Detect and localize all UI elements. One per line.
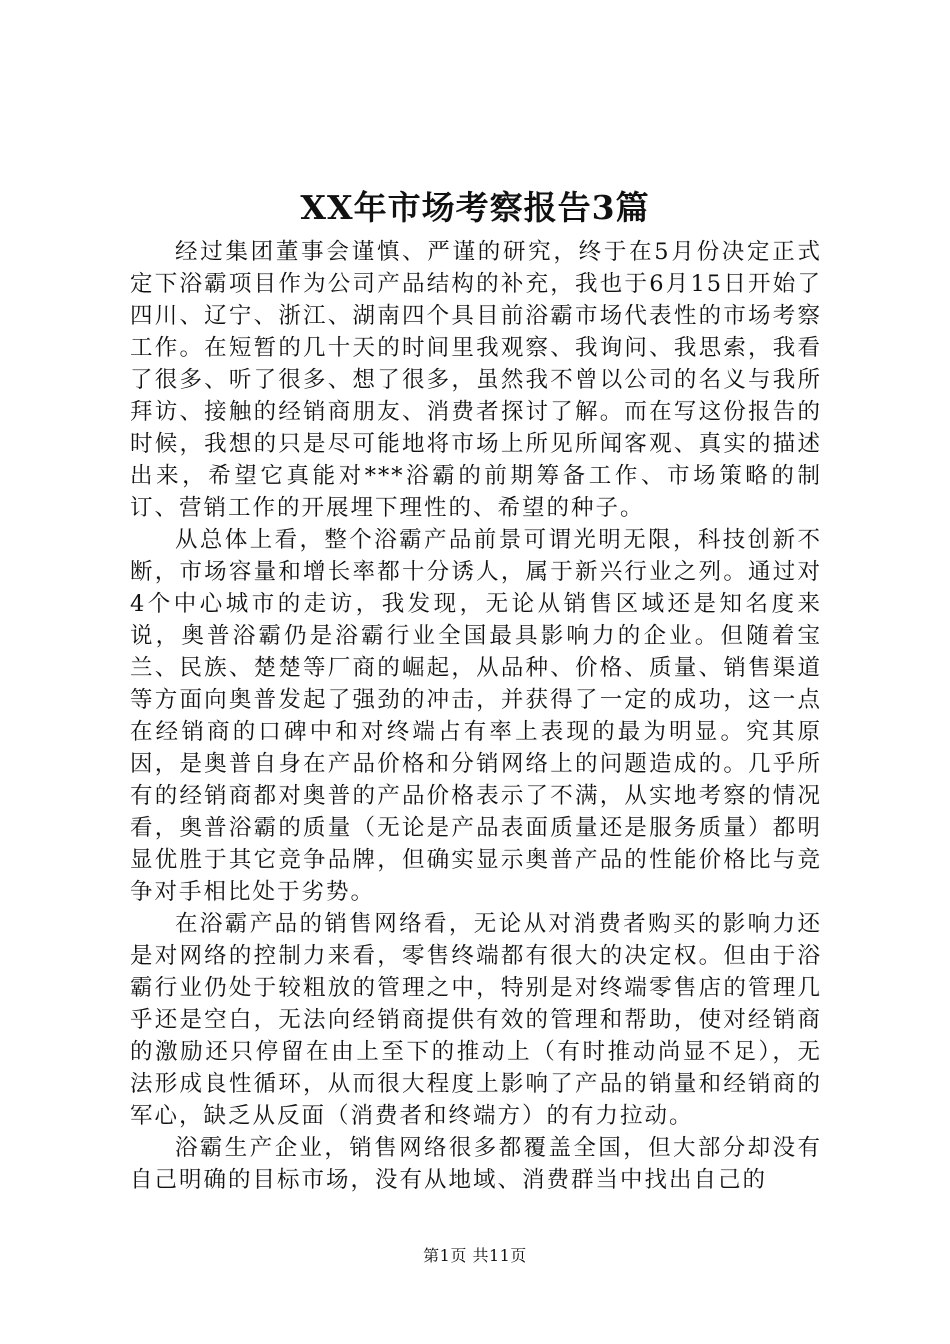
paragraph: 在浴霸产品的销售网络看，无论从对消费者购买的影响力还是对网络的控制力来看，零售终端都有很大的决定权。但由于浴霸行业仍处于较粗放的管理之中，特别是对终端零售店的管理几乎还是空白，无法向经销商提供有效的管理和帮助，使对经销商的激励还只停留在由上至下的推动上（有时推动尚显不足），无法形成良性循环，从而很大程度上影响了产品的销量和经销商的军心，缺乏从反面（消费者和终端方）的有力拉动。 <box>130 911 822 1129</box>
paragraph: 从总体上看，整个浴霸产品前景可谓光明无限，科技创新不断，市场容量和增长率都十分诱人，属于新兴行业之列。通过对4个中心城市的走访，我发现，无论从销售区域还是知名度来说，奥普浴霸仍是浴霸行业全国最具影响力的企业。但随着宝兰、民族、楚楚等厂商的崛起，从品种、价格、质量、销售渠道等方面向奥普发起了强劲的冲击，并获得了一定的成功，这一点在经销商的口碑中和对终端占有率上表现的最为明显。究其原因，是奥普自身在产品价格和分销网络上的问题造成的。几乎所有的经销商都对奥普的产品价格表示了不满，从实地考察的情况看，奥普浴霸的质量（无论是产品表面质量还是服务质量）都明显优胜于其它竞争品牌，但确实显示奥普产品的性能价格比与竞争对手相比处于劣势。 <box>130 527 822 905</box>
document-title: XX年市场考察报告3篇 <box>300 188 650 227</box>
paragraph: 浴霸生产企业，销售网络很多都覆盖全国，但大部分却没有自己明确的目标市场，没有从地域、消费群当中找出自己的 <box>130 1135 822 1193</box>
document-body <box>130 236 822 1196</box>
page-number-footer: 第1页 共11页 <box>423 1246 527 1265</box>
paragraph: 经过集团董事会谨慎、严谨的研究，终于在5月份决定正式定下浴霸项目作为公司产品结构的补充，我也于6月15日开始了四川、辽宁、浙江、湖南四个具目前浴霸市场代表性的市场考察工作。在短暂的几十天的时间里我观察、我询问、我思索，我看了很多、听了很多、想了很多，虽然我不曾以公司的名义与我所拜访、接触的经销商朋友、消费者探讨了解。而在写这份报告的时候，我想的只是尽可能地将市场上所见所闻客观、真实的描述出来，希望它真能对***浴霸的前期筹备工作、市场策略的制订、营销工作的开展埋下理性的、希望的种子。 <box>130 239 822 521</box>
